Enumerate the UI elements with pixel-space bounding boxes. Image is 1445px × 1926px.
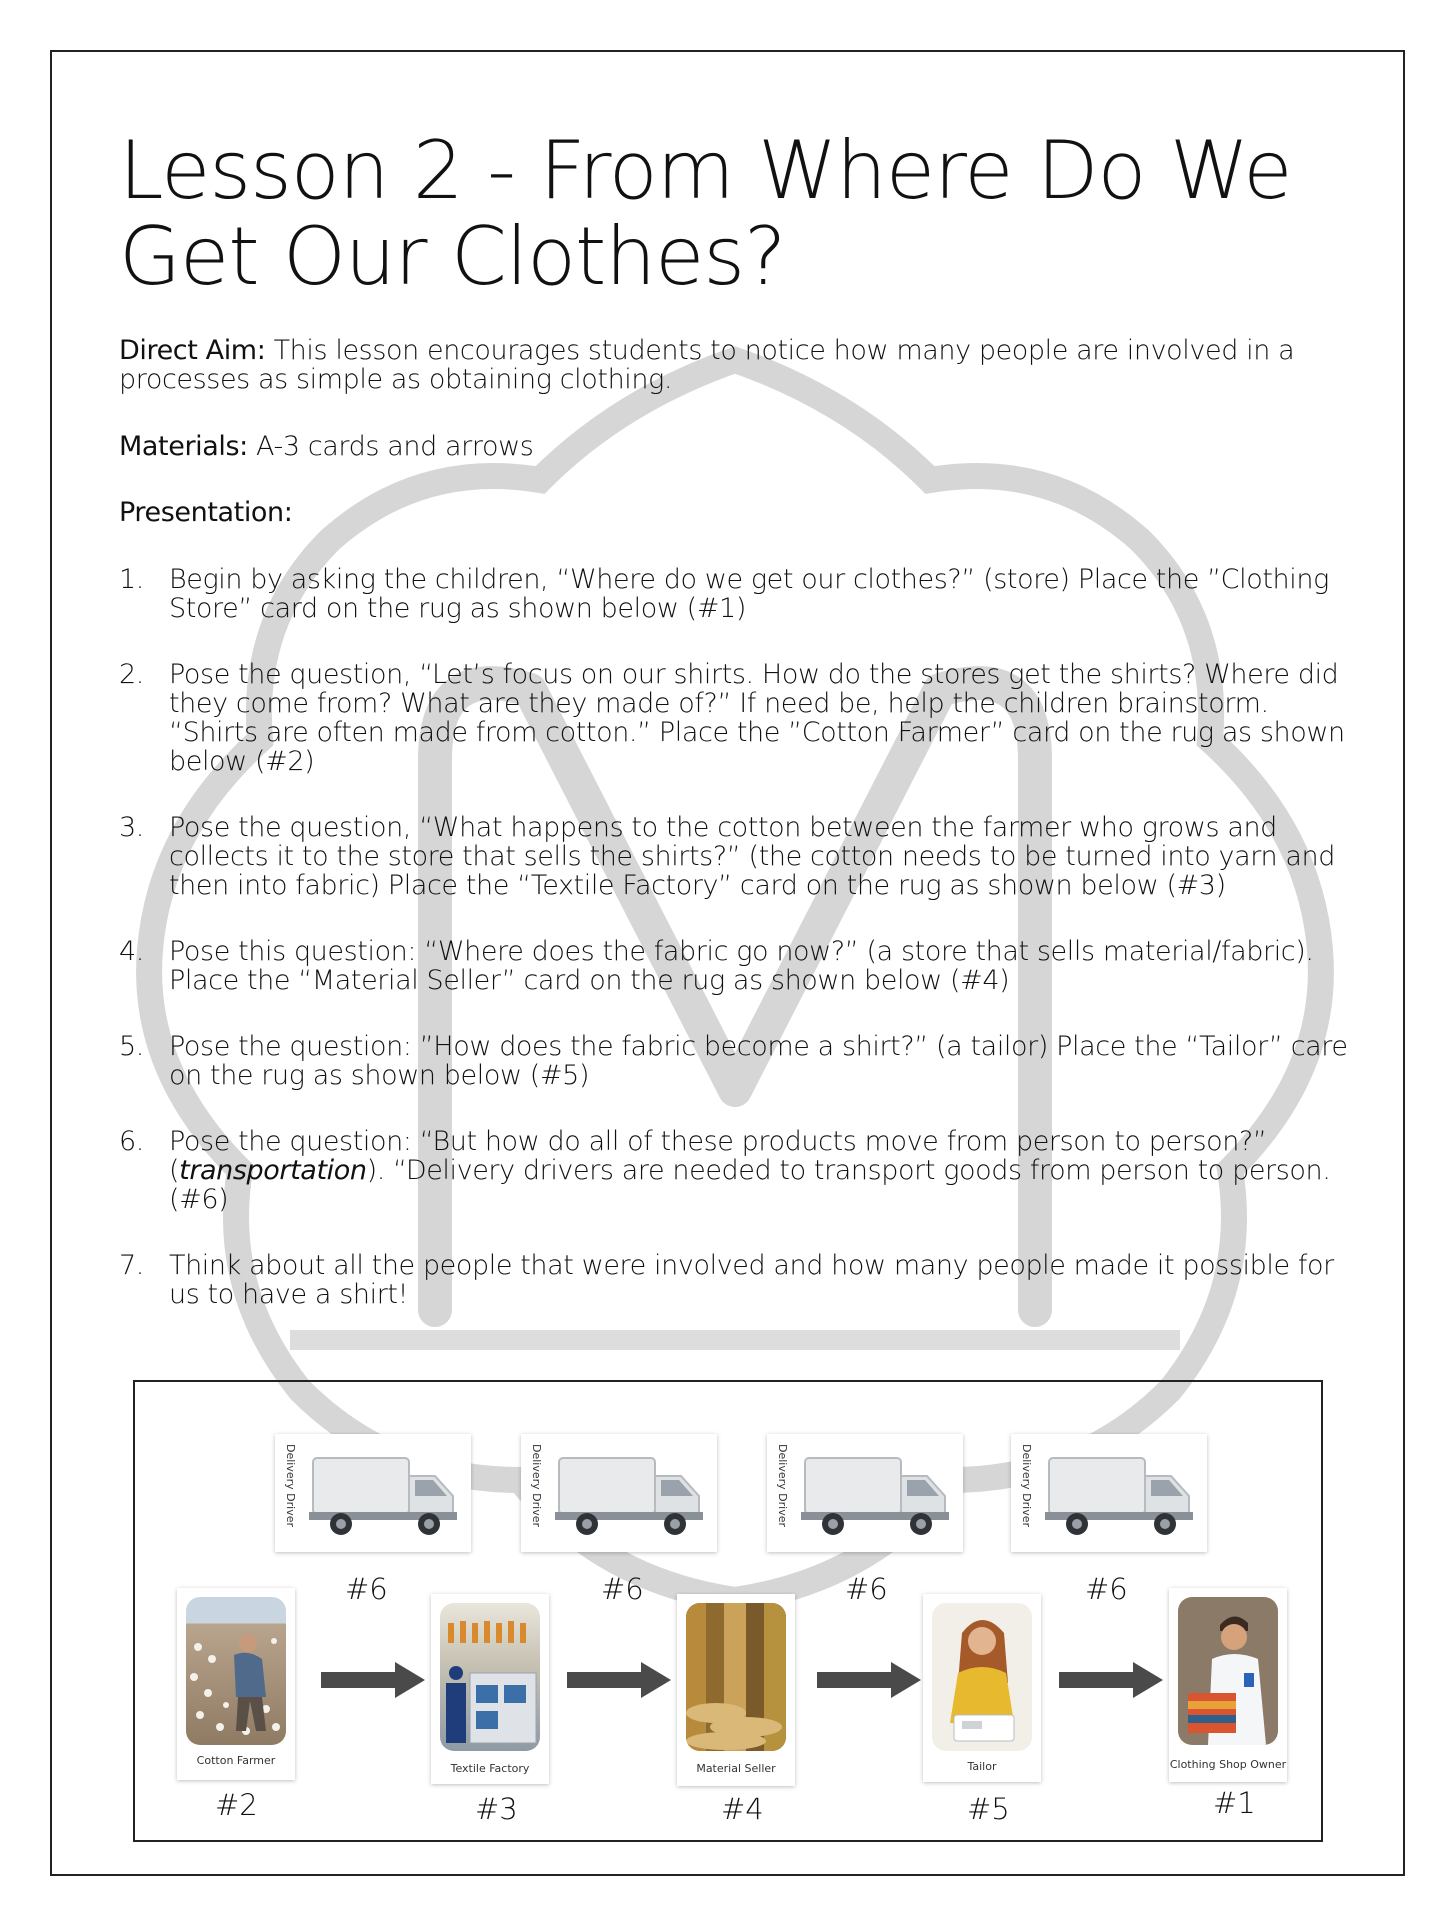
step-text-em: transportation — [179, 1155, 367, 1186]
step-number: 2. — [119, 659, 144, 690]
arrow-right-icon — [817, 1662, 921, 1698]
card-tag: #3 — [475, 1792, 518, 1826]
arrow-right-icon — [1059, 1662, 1163, 1698]
textile-factory-photo — [440, 1603, 540, 1751]
direct-aim-label: Direct Aim: — [119, 335, 266, 366]
materials-text: A-3 cards and arrows — [247, 431, 534, 462]
page-title — [119, 124, 1319, 303]
card-label: Delivery Driver — [1020, 1444, 1033, 1528]
truck-tag: #6 — [345, 1572, 388, 1606]
materials-label: Materials: — [119, 431, 248, 462]
cotton-farmer-photo — [186, 1597, 286, 1745]
step-item — [119, 937, 1349, 995]
tailor-card — [923, 1594, 1041, 1782]
materials — [119, 432, 1349, 461]
card-label: Delivery Driver — [776, 1444, 789, 1528]
step-text: Think about all the people that were involved and how many people made it possible for us to have a shirt! — [169, 1250, 1334, 1310]
title-line-1: Lesson 2 - From Where Do We — [119, 124, 1292, 217]
step-number: 4. — [119, 936, 144, 967]
delivery-driver-card — [521, 1434, 717, 1552]
step-text: Pose this question: “Where does the fabric go now?” (a store that sells material/fabric). Place the “Material Seller” card on the rug as shown below (#4) — [169, 936, 1314, 996]
step-text: Begin by asking the children, “Where do we get our clothes?” (store) Place the ”Clothing Store” card on the rug as shown below (#1) — [169, 564, 1329, 624]
card-caption: Tailor — [967, 1760, 997, 1773]
direct-aim-text: This lesson encourages students to notice how many people are involved in a processes as simple as obtaining clothing. — [119, 335, 1295, 395]
clothing-shop-owner-card — [1169, 1588, 1287, 1782]
delivery-driver-card — [1011, 1434, 1207, 1552]
delivery-truck-icon — [1041, 1448, 1199, 1540]
card-caption: Textile Factory — [450, 1762, 530, 1775]
arrow-right-icon — [321, 1662, 425, 1698]
step-item — [119, 1251, 1349, 1309]
material-seller-card — [677, 1594, 795, 1786]
step-item — [119, 813, 1349, 900]
step-number: 5. — [119, 1031, 144, 1062]
step-item — [119, 1032, 1349, 1090]
card-tag: #2 — [215, 1788, 258, 1822]
delivery-truck-icon — [797, 1448, 955, 1540]
delivery-truck-icon — [551, 1448, 709, 1540]
card-tag: #1 — [1213, 1786, 1256, 1820]
card-label: Delivery Driver — [284, 1444, 297, 1528]
truck-tag: #6 — [601, 1572, 644, 1606]
truck-tag: #6 — [1085, 1572, 1128, 1606]
direct-aim — [119, 336, 1349, 394]
step-item — [119, 565, 1349, 623]
step-text-b: ). “Delivery drivers are needed to transport goods from person to person. (#6) — [169, 1155, 1331, 1215]
step-text: Pose the question: ”How does the fabric become a shirt?” (a tailor) Place the “Tailor” care on the rug as shown below (#5) — [169, 1031, 1348, 1091]
clothing-shop-owner-photo — [1178, 1597, 1278, 1745]
title-line-2: Get Our Clothes? — [119, 210, 786, 303]
step-item — [119, 1127, 1349, 1214]
card-tag: #5 — [967, 1792, 1010, 1826]
delivery-driver-card — [275, 1434, 471, 1552]
presentation-steps — [119, 565, 1349, 1309]
step-number: 3. — [119, 812, 144, 843]
material-seller-photo — [686, 1603, 786, 1751]
card-tag: #4 — [721, 1792, 764, 1826]
step-text: Pose the question, “What happens to the cotton between the farmer who grows and collects it to the store that sells the shirts?” (the cotton needs to be turned into yarn and then into fabric) Place the “Textile Factory” card on the rug as shown below (#3) — [169, 812, 1335, 901]
step-text-a: Pose the question: “But how do all of these products move from person to person?” ( — [169, 1126, 1267, 1186]
rug-diagram — [133, 1380, 1323, 1842]
tailor-photo — [932, 1603, 1032, 1751]
step-number: 1. — [119, 564, 144, 595]
delivery-driver-card — [767, 1434, 963, 1552]
arrow-right-icon — [567, 1662, 671, 1698]
card-label: Delivery Driver — [530, 1444, 543, 1528]
step-item — [119, 660, 1349, 776]
card-caption: Clothing Shop Owner — [1169, 1758, 1287, 1771]
card-caption: Material Seller — [696, 1762, 776, 1775]
presentation-heading: Presentation: — [119, 497, 293, 528]
step-number: 6. — [119, 1126, 144, 1157]
textile-factory-card — [431, 1594, 549, 1784]
presentation-label — [119, 498, 1349, 527]
card-caption: Cotton Farmer — [196, 1754, 276, 1767]
step-text: Pose the question, “Let’s focus on our shirts. How do the stores get the shirts? Where did they come from? What are they made of?” If need be, help the children brainstorm. “Shirts are often made from cotton.” Place the ”Cotton Farmer” card on the rug as shown below (#2) — [169, 659, 1345, 777]
step-number: 7. — [119, 1250, 144, 1281]
cotton-farmer-card — [177, 1588, 295, 1780]
delivery-truck-icon — [305, 1448, 463, 1540]
truck-tag: #6 — [845, 1572, 888, 1606]
